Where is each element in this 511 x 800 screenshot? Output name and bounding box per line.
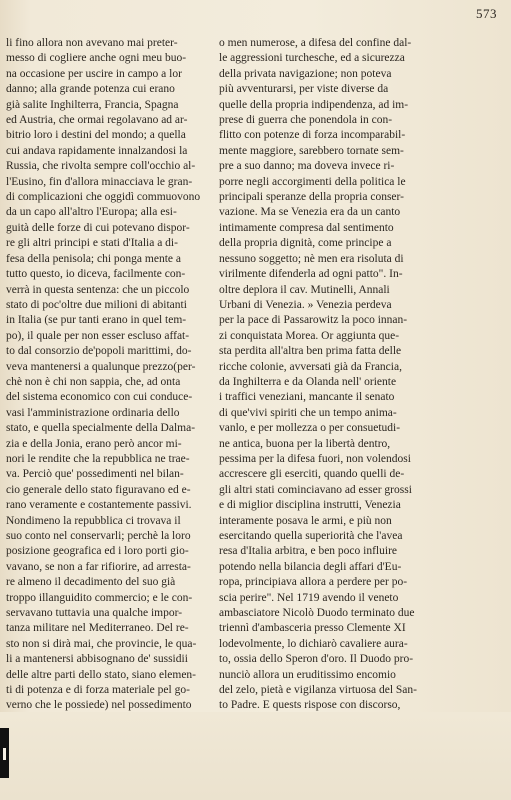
text-line: flitto con potenze di forza incomparabil- [219, 129, 406, 142]
text-line: intimamente compresa dal sentimento [219, 221, 394, 234]
text-line: resa d'Italia arbitra, e ben poco influire [219, 545, 398, 558]
text-line: delle altre parti dello stato, siano elemen- [6, 668, 196, 681]
text-line: to, ossia dello Speron d'oro. Il Duodo pro- [219, 653, 414, 666]
text-line: vavano, se non a far rifiorire, ad arresta- [6, 560, 191, 573]
text-line: re almeno il decadimento del suo già [6, 576, 176, 589]
text-line: sta perdita all'altra ben prima fatta delle [219, 345, 402, 358]
text-line: ropa, principiava allora a perdere per po- [219, 576, 408, 589]
text-line: pessima per la difesa fuori, non volendosi [219, 452, 411, 465]
text-line: Nondimeno la repubblica ci trovava il [6, 514, 181, 527]
text-line: esercitando quella superiorità che l'avea [219, 530, 403, 542]
text-line: e di miglior disciplina instrutti, Venezia [219, 499, 401, 512]
text-line: potendo nella bilancia degli affari d'Eu- [219, 560, 402, 573]
text-line: stato, e quella specialmente della Dalma- [6, 422, 196, 435]
text-line: più avventurarsi, per viste diverse da [219, 83, 389, 96]
text-line: to Padre. E quests rispose con discorso, [219, 699, 401, 712]
text-line: va. Perciò que' possedimenti nel bilan- [6, 468, 184, 481]
left-text-column [6, 36, 208, 776]
text-line: pre a suo danno; ma doveva invece ri- [219, 160, 395, 173]
text-line: scia perire". Nel 1719 avendo il veneto [219, 591, 399, 604]
text-line: re gli altri principi e stati d'Italia a di- [6, 237, 178, 250]
text-line: danno; alla grande potenza cui erano [6, 83, 175, 96]
text-line: guità delle forze di cui potevano dispor- [6, 221, 190, 234]
text-line: na occasione per uscire in campo a lor [6, 67, 182, 80]
text-line: stato di poc'oltre due milioni di abitanti [6, 298, 187, 311]
text-line: porre negli accorgimenti della politica le [219, 175, 406, 188]
text-line: Russia, che rivolta sempre coll'occhio al- [6, 160, 196, 173]
text-line: tanza militare nel Mediterraneo. Del re- [6, 622, 189, 635]
text-line: verrà in questa sentenza: che un piccolo [6, 283, 190, 296]
text-line: lodevolmente, lo dichiarò cavaliere aura- [219, 637, 408, 650]
text-line: da Inghilterra e da Olanda nell' oriente [219, 375, 397, 388]
text-line: interamente posava le armi, e più non [219, 514, 392, 527]
text-line: vanlo, e per mollezza o per consuetudi- [219, 422, 401, 435]
text-line: messo di cogliere anche ogni meu buo- [6, 52, 187, 65]
text-line: ti di potenza e di forza materiale pel go- [6, 684, 190, 697]
text-line: ed Austria, che ormai regolavano ad ar- [6, 114, 188, 127]
text-line: zi conquistata Morea. Or aggiunta que- [219, 329, 400, 342]
text-line: rano veramente e costantemente passivi. [6, 499, 192, 512]
scan-edge-marker [0, 728, 9, 778]
text-line: da un capo all'altro l'Europa; alla esi- [6, 206, 177, 219]
bottom-margin [0, 712, 511, 800]
text-line: to dal consorzio de'popoli marittimi, do- [6, 345, 192, 358]
text-line: i traffici veneziani, mancante il senato [219, 391, 395, 404]
text-line: di complicazioni che oggidì commuovono [6, 191, 201, 204]
text-line: fesa della penisola; chi ponga mente a [6, 252, 181, 265]
text-line: vasi l'amministrazione ordinaria dello [6, 406, 180, 419]
text-line: già salite Inghilterra, Francia, Spagna [6, 98, 179, 111]
text-line: del sistema economico con cui conduce- [6, 391, 193, 404]
text-line: gli altri stati cominciavano ad esser grossi [219, 483, 412, 496]
page-number: 573 [476, 6, 497, 21]
text-line: chè non è chi non sappia, che, ad onta [6, 375, 181, 388]
text-line: po), il quale per non esser escluso affat- [6, 329, 190, 342]
text-line: sto non si dirà mai, che provincie, le qua- [6, 637, 197, 650]
text-line: di que'vivi spiriti che un tempo anima- [219, 406, 397, 419]
text-line: cio generale dello stato figuravano ed e- [6, 483, 191, 496]
text-line: virilmente difenderla ad ogni patto". In- [219, 268, 403, 281]
text-line: le aggressioni turchesche, ed a sicurezza [219, 52, 405, 65]
text-line: tutto questo, io diceva, facilmente con- [6, 268, 186, 281]
text-line: ricche colonie, avversati già da Francia, [219, 360, 402, 373]
text-line: suo conto nel conservarli; perchè la loro [6, 530, 191, 542]
text-line: troppo illanguidito commercio; e le con- [6, 591, 193, 604]
text-line: veva mantenersi a qualunque prezzo(per- [6, 360, 196, 373]
text-line: quelle della propria indipendenza, ad im- [219, 98, 409, 111]
text-line: triennì d'ambasceria presso Clemente XI [219, 622, 406, 635]
text-line: servavano tuttavia una qualche impor- [6, 607, 183, 620]
text-line: nunciò allora un eruditissimo encomio [219, 668, 396, 681]
text-line: in Italia (se pur tanti erano in quel tem- [6, 314, 187, 327]
text-line: ne antica, buona per la libertà dentro, [219, 437, 391, 450]
text-line: li fino allora non avevano mai preter- [6, 37, 178, 49]
text-line: o men numerose, a difesa del confine dal- [219, 37, 412, 49]
text-line: mente maggiore, sarebbero tornate sem- [219, 144, 404, 157]
text-line: posizione geografica ed i loro porti gio- [6, 545, 189, 558]
text-line: verno che le possiede) nel possedimento [6, 699, 192, 712]
text-line: zia e della Jonia, erano però ancor mi- [6, 437, 182, 450]
text-line: nessuno soggetto; nè men era risoluta di [219, 252, 404, 265]
text-line: cui andava rapidamente innalzandosi la [6, 144, 188, 157]
text-line: oltre deplora il cav. Mutinelli, Annali [219, 283, 390, 296]
text-line: ambasciatore Nicolò Duodo terminato due [219, 607, 415, 620]
text-line: li a mantenersi abbisognano de' sussidii [6, 653, 188, 666]
text-line: del zelo, pietà e vigilanza virtuosa del San- [219, 684, 417, 697]
text-line: Urbani di Venezia. » Venezia perdeva [219, 298, 392, 311]
text-line: nori le rendite che la repubblica ne trae- [6, 452, 190, 465]
right-text-column [219, 36, 501, 776]
text-line: l'Eusino, fin d'allora minacciava le gran- [6, 175, 193, 188]
text-line: della privata navigazione; non poteva [219, 67, 392, 80]
text-line: vazione. Ma se Venezia era da un canto [219, 206, 401, 219]
text-line: principali speranze della propria conser- [219, 191, 404, 204]
text-line: per la pace di Passarowitz la poco innan- [219, 314, 408, 327]
text-line: accrescere gli eserciti, quando quelli de- [219, 468, 405, 481]
text-line: bitrio loro i destini del mondo; a quella [6, 129, 186, 142]
text-line: prese di guerra che ponendola in con- [219, 114, 393, 127]
text-line: della propria dignità, come principe a [219, 237, 392, 250]
